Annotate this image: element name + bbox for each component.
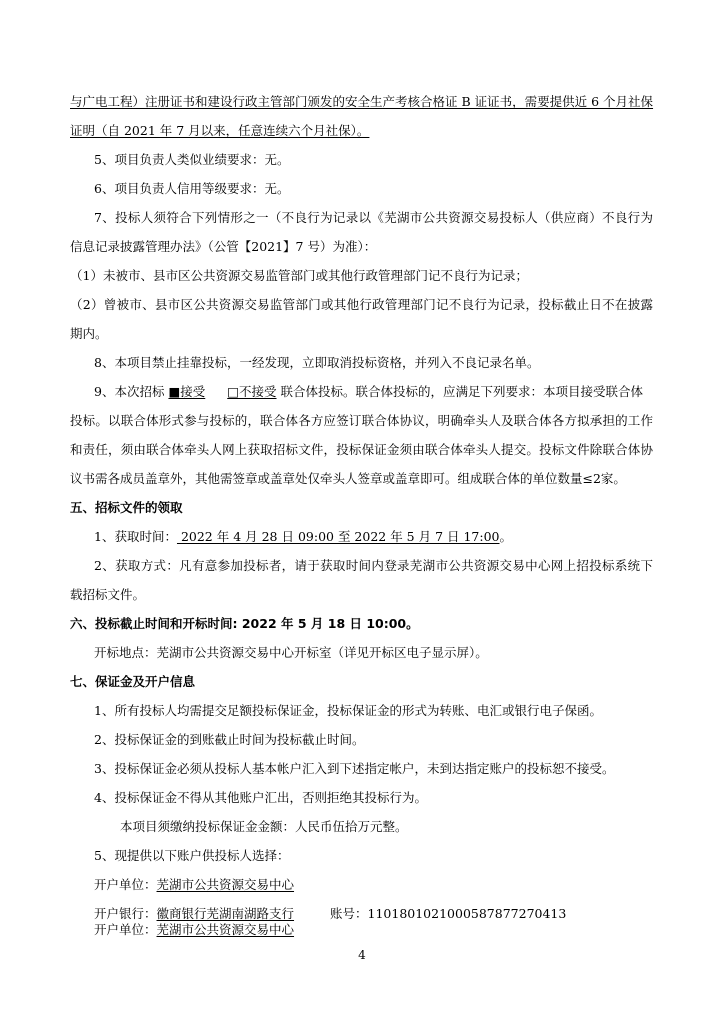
text-line: 载招标文件。 <box>70 587 146 602</box>
acquisition-time: 2022 年 4 月 28 日 09:00 至 2022 年 5 月 7 日 17:00 <box>176 529 500 544</box>
text-segment: 联合体投标。联合体投标的，应满足下列要求：本项目接受联合体 <box>280 384 644 399</box>
account-unit-line <box>94 877 294 893</box>
text-line: 期内。 <box>70 326 108 341</box>
account-unit-value: 芜湖市公共资源交易中心 <box>156 877 295 892</box>
field-label: 账号： <box>330 906 368 921</box>
account-bank-line <box>94 906 566 922</box>
text-line: 6、项目负责人信用等级要求：无。 <box>94 181 290 196</box>
text-line: 8、本项目禁止挂靠投标，一经发现，立即取消投标资格，并列入不良记录名单。 <box>94 355 540 370</box>
page-number: 4 <box>358 948 366 962</box>
text-line: 4、投标保证金不得从其他账户汇出，否则拒绝其投标行为。 <box>94 790 427 805</box>
field-label: 开户单位： <box>94 922 157 937</box>
text-line <box>94 384 643 400</box>
text-line <box>70 123 369 139</box>
text-line: 2、获取方式：凡有意参加投标者，请于获取时间内登录芜湖市公共资源交易中心网上招投标系统下 <box>94 558 653 573</box>
account-number-value: 1101801021000587877270413 <box>367 906 567 921</box>
text-line: 本项目须缴纳投标保证金金额：人民币伍拾万元整。 <box>120 819 408 834</box>
text-line: 1、所有投标人均需提交足额投标保证金，投标保证金的形式为转账、电汇或银行电子保函。 <box>94 703 602 718</box>
text-segment: 1、获取时间： <box>94 529 177 544</box>
text-line <box>94 529 512 545</box>
field-label: 开户单位： <box>94 877 157 892</box>
account-unit-line-second <box>94 922 294 938</box>
text-line: 5、现提供以下账户供投标人选择： <box>94 848 290 863</box>
text-line: 7、投标人须符合下列情形之一（不良行为记录以《芜湖市公共资源交易投标人（供应商）不良行为 <box>94 210 653 225</box>
account-unit-value-2: 芜湖市公共资源交易中心 <box>156 922 295 937</box>
field-label: 开户银行： <box>94 906 157 921</box>
text-line: （2）曾被市、县市区公共资源交易监管部门或其他行政管理部门记不良行为记录，投标截止日不在披露 <box>70 297 653 312</box>
section-heading-7: 七、保证金及开户信息 <box>70 674 196 689</box>
text-segment: 。 <box>499 529 513 544</box>
text-line: 5、项目负责人类似业绩要求：无。 <box>94 152 290 167</box>
text-line: 信息记录披露管理办法》（公管【2021】7 号）为准）： <box>70 239 377 254</box>
account-bank-value: 徽商银行芜湖南湖路支行 <box>156 906 295 921</box>
text-line: （1）未被市、县市区公共资源交易监管部门或其他行政管理部门记不良行为记录； <box>70 268 528 283</box>
section-heading-6: 六、投标截止时间和开标时间: 2022 年 5 月 18 日 10:00。 <box>70 616 419 631</box>
text-line: 开标地点：芜湖市公共资源交易中心开标室（详见开标区电子显示屏）。 <box>94 645 488 660</box>
text-line: 投标。以联合体形式参与投标的，联合体各方应签订联合体协议，明确牵头人及联合体各方拟承担的工作 <box>70 413 653 428</box>
text-line: 和责任，须由联合体牵头人网上获取招标文件，投标保证金须由联合体牵头人提交。投标文件除联合体协 <box>70 442 653 457</box>
underlined-text: 证明（自 2021 年 7 月以来，任意连续六个月社保）。 <box>70 123 370 138</box>
text-line: 3、投标保证金必须从投标人基本帐户汇入到下述指定帐户，未到达指定账户的投标恕不接受。 <box>94 761 615 776</box>
text-line: 与广电工程）注册证书和建设行政主管部门颁发的安全生产考核合格证 B 证证书，需要提供近 6 个月社保 <box>70 94 654 109</box>
text-line: 2、投标保证金的到账截止时间为投标截止时间。 <box>94 732 365 747</box>
checkbox-accept: ■接受 <box>168 384 206 399</box>
text-line: 议书需各成员盖章外，其他需签章或盖章处仅牵头人签章或盖章即可。组成联合体的单位数量≤2家。 <box>70 471 626 486</box>
checkbox-reject: □不接受 <box>227 384 277 399</box>
text-segment: 9、本次招标 <box>94 384 169 399</box>
section-heading-5: 五、招标文件的领取 <box>70 500 183 515</box>
